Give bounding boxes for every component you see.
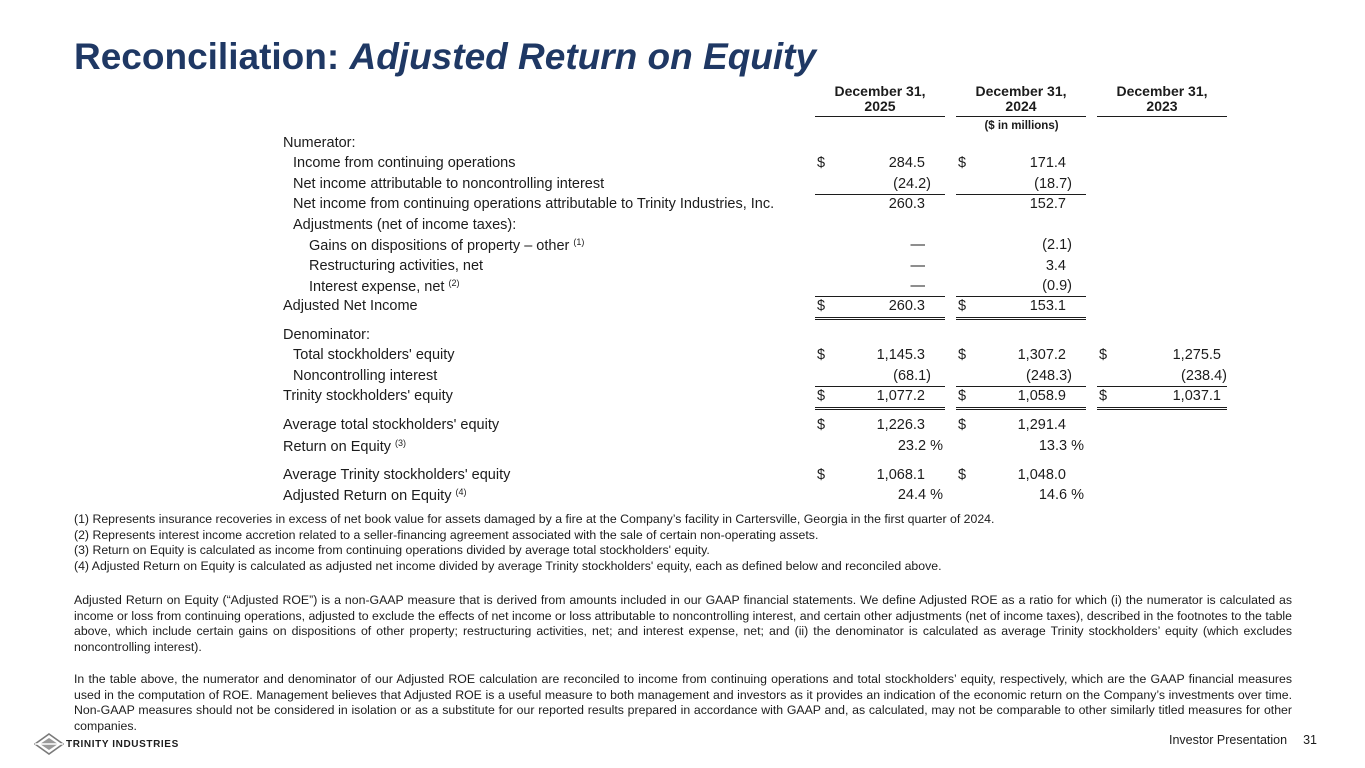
currency-symbol: $: [817, 347, 826, 363]
row-label: Net income from continuing operations attributable to Trinity Industries, Inc.: [293, 196, 775, 212]
table-row: [0, 215, 1365, 235]
value: 1,068.1: [876, 467, 925, 483]
column-header-2023: [1097, 84, 1227, 117]
value: 24.4 %: [897, 487, 943, 503]
logo-text: TRINITY INDUSTRIES: [66, 738, 179, 750]
currency-symbol: $: [958, 388, 967, 404]
row-label: Net income attributable to noncontrolling interest: [293, 176, 605, 192]
value-cell: [956, 256, 1086, 276]
value: (2.1): [1042, 237, 1072, 253]
value: (248.3): [1026, 368, 1072, 384]
page-title: Reconciliation: Adjusted Return on Equity: [74, 36, 817, 77]
value-cell: [815, 174, 945, 194]
value: —: [910, 258, 925, 274]
value-cell: [956, 366, 1086, 386]
definition-paragraph: Adjusted Return on Equity (“Adjusted ROE”) is a non-GAAP measure that is derived from amounts included in our GAAP financial statements. We define Adjusted ROE as a ratio for which (i) the numerator is calculated as income or loss from continuing operations, adjusted to exclude the effects of net income or loss attributable to noncontrolling interest, and certain other adjustments (net of income taxes), described in the footnotes to the table above, which include certain gains on dispositions of other property; restructuring activities, net; and interest expense, net; and (ii) the denominator is calculated as average Trinity stockholders’ equity (which excludes noncontrolling interest).: [74, 593, 1292, 654]
currency-symbol: $: [1099, 388, 1108, 404]
table-row: [0, 276, 1365, 296]
value: 13.3 %: [1038, 438, 1084, 454]
column-header-line1: December 31,: [975, 83, 1067, 99]
row-label: Adjusted Return on Equity $^{(4)}$: [283, 487, 467, 504]
row-label: Average Trinity stockholders' equity: [283, 467, 511, 483]
value-cell: [815, 153, 945, 173]
value: 23.2 %: [897, 438, 943, 454]
table-row: [0, 345, 1365, 365]
table-row: [0, 485, 1365, 505]
value-cell: [956, 465, 1086, 485]
table-row: [0, 194, 1365, 214]
row-label: Noncontrolling interest: [293, 368, 438, 384]
column-header-line2: 2025: [864, 98, 896, 114]
currency-symbol: $: [817, 467, 826, 483]
value-cell: [815, 366, 945, 386]
table-row: [0, 386, 1365, 406]
row-label: Interest expense, net $^{(2)}$: [309, 278, 460, 295]
table-row: [0, 296, 1365, 316]
footnote: (4) Adjusted Return on Equity is calculated as adjusted net income divided by average Trinity stockholders' equity, each as defined below and reconciled above.: [74, 558, 942, 573]
value: (238.4): [1181, 368, 1227, 384]
value-cell: [956, 153, 1086, 173]
row-label: Adjustments (net of income taxes):: [293, 217, 517, 233]
value-cell: [1097, 366, 1227, 386]
value-cell: [956, 436, 1086, 456]
table-row: [0, 133, 1365, 153]
row-label: Income from continuing operations: [293, 155, 516, 171]
table-row: [0, 256, 1365, 276]
table-row: [0, 235, 1365, 255]
value: 284.5: [888, 155, 925, 171]
company-logo: [34, 733, 179, 755]
column-header-line2: 2024: [1005, 98, 1037, 114]
value: 1,037.1: [1172, 388, 1221, 404]
value: 14.6 %: [1038, 487, 1084, 503]
value-cell: [956, 276, 1086, 296]
currency-symbol: $: [958, 417, 967, 433]
value: 1,307.2: [1017, 347, 1066, 363]
currency-symbol: $: [958, 298, 967, 314]
value: 1,077.2: [876, 388, 925, 404]
currency-symbol: $: [1099, 347, 1108, 363]
value-cell: [815, 235, 945, 255]
table-row: [0, 325, 1365, 345]
value-cell: [956, 235, 1086, 255]
footnote-ref: (2): [448, 278, 460, 288]
value-cell: [815, 485, 945, 505]
currency-symbol: $: [958, 155, 967, 171]
row-label: Trinity stockholders' equity: [283, 388, 453, 404]
currency-symbol: $: [817, 417, 826, 433]
value: 260.3: [888, 298, 925, 314]
column-header-line1: December 31,: [1116, 83, 1208, 99]
row-label: Total stockholders' equity: [293, 347, 455, 363]
value: 1,058.9: [1017, 388, 1066, 404]
value: 1,291.4: [1017, 417, 1066, 433]
value-cell: [815, 194, 945, 215]
currency-symbol: $: [958, 467, 967, 483]
value: (24.2): [893, 176, 931, 192]
value: 3.4: [1045, 258, 1066, 274]
table-row: [0, 436, 1365, 456]
value-cell: [815, 256, 945, 276]
table-row: [0, 465, 1365, 485]
value: 260.3: [888, 196, 925, 212]
value: 171.4: [1029, 155, 1066, 171]
value-cell: [815, 296, 945, 320]
currency-symbol: $: [817, 155, 826, 171]
value-cell: [1097, 345, 1227, 365]
value: (68.1): [893, 368, 931, 384]
value-cell: [956, 386, 1086, 410]
row-label: Gains on dispositions of property – other $^{(1)}$: [309, 237, 585, 254]
value-cell: [1097, 386, 1227, 410]
column-header-line2: 2023: [1146, 98, 1178, 114]
value: 152.7: [1029, 196, 1066, 212]
value: (18.7): [1034, 176, 1072, 192]
value: —: [910, 278, 925, 294]
table-row: [0, 415, 1365, 435]
footnote: (3) Return on Equity is calculated as income from continuing operations divided by average total stockholders' equity.: [74, 543, 710, 557]
value-cell: [815, 465, 945, 485]
column-header-line1: December 31,: [834, 83, 926, 99]
footnote-ref: (4): [455, 487, 467, 497]
table-row: [0, 174, 1365, 194]
value-cell: [956, 345, 1086, 365]
row-label: Denominator:: [283, 327, 371, 343]
column-header-2025: [815, 84, 945, 117]
value-cell: [956, 296, 1086, 320]
value: 153.1: [1029, 298, 1066, 314]
footnotes: [74, 512, 1292, 574]
footnote: (2) Represents interest income accretion related to a seller-financing agreement associated with the sale of certain non-operating assets.: [74, 527, 819, 542]
presentation-label: Investor Presentation: [1168, 733, 1288, 747]
value: 1,145.3: [876, 347, 925, 363]
value-cell: [815, 415, 945, 435]
footnote: (1) Represents insurance recoveries in excess of net book value for assets damaged by a fire at the Company’s facility in Cartersville, Georgia in the first quarter of 2024.: [74, 512, 995, 526]
explanation-paragraph: In the table above, the numerator and denominator of our Adjusted ROE calculation are reconciled to income from continuing operations and total stockholders’ equity, respectively, which are the GAAP financial measures used in the computation of ROE. Management believes that Adjusted ROE is a useful measure to both management and investors as it provides an indication of the economic return on the Company’s investments over time. Non-GAAP measures should not be considered in isolation or as a substitute for our reported results prepared in accordance with GAAP and, as calculated, may not be comparable to other similarly titled measures for other companies.: [74, 672, 1292, 733]
value-cell: [815, 345, 945, 365]
trinity-logo-icon: [34, 733, 64, 755]
value-cell: [815, 386, 945, 410]
footnote-ref: (1): [573, 237, 585, 247]
row-label: Adjusted Net Income: [283, 298, 418, 314]
value-cell: [956, 174, 1086, 194]
page-number: 31: [1303, 733, 1317, 747]
value: (0.9): [1042, 278, 1072, 294]
value-cell: [956, 415, 1086, 435]
row-label: Average total stockholders' equity: [283, 417, 500, 433]
row-label: Numerator:: [283, 135, 356, 151]
row-label: Restructuring activities, net: [309, 258, 484, 274]
value: 1,275.5: [1172, 347, 1221, 363]
currency-symbol: $: [817, 388, 826, 404]
table-row: [0, 153, 1365, 173]
value: —: [910, 237, 925, 253]
value-cell: [956, 485, 1086, 505]
currency-symbol: $: [817, 298, 826, 314]
table-row: [0, 366, 1365, 386]
value-cell: [815, 276, 945, 296]
footer-info: [1153, 733, 1317, 747]
row-label: Return on Equity $^{(3)}$: [283, 438, 407, 455]
value-cell: [815, 436, 945, 456]
value: 1,048.0: [1017, 467, 1066, 483]
unit-label: ($ in millions): [984, 120, 1059, 132]
currency-symbol: $: [958, 347, 967, 363]
value-cell: [956, 194, 1086, 215]
column-header-2024: [956, 84, 1086, 117]
value: 1,226.3: [876, 417, 925, 433]
footnote-ref: (3): [395, 438, 407, 448]
